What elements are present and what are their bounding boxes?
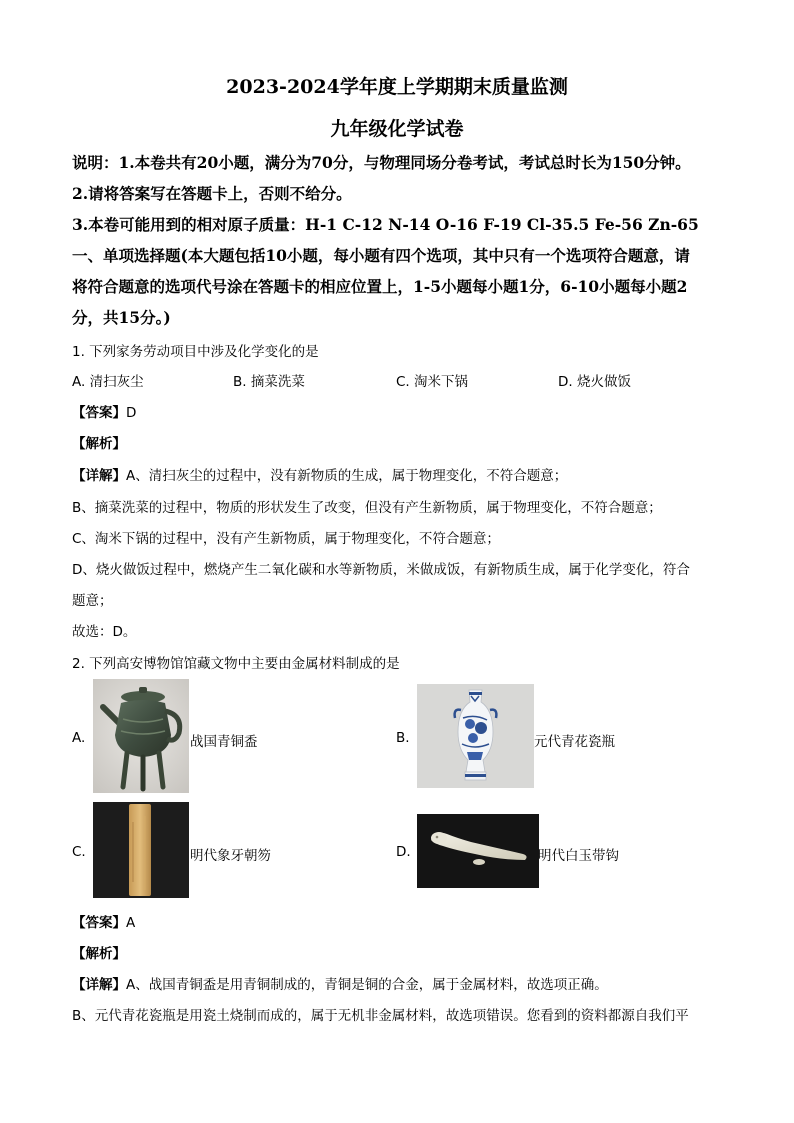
q1-answer-tag: 答案 (85, 405, 113, 421)
q2-detail-line-1: 【详解】A、战国青铜盉是用青铜制成的，青铜是铜的合金，属于金属材料，故选项正确。 (72, 977, 608, 993)
q1-detail-line-1: 【详解】A、清扫灰尘的过程中，没有新物质的生成，属于物理变化，不符合题意； (72, 468, 568, 484)
q1-analysis-line: 【解析】 (72, 436, 126, 452)
exam-title: 2023-2024学年度上学期期末质量监测 (226, 76, 568, 98)
q1-analysis-tag: 解析 (85, 436, 113, 452)
instruction-1: 说明：1.本卷共有20小题，满分为70分，与物理同场分卷考试，考试总时长为150分钟。 (72, 153, 691, 172)
ivory-tablet-image (93, 802, 189, 898)
section-heading-line-2: 将符合题意的选项代号涂在答题卡的相应位置上，1-5小题每小题1分，6-10小题每小题2 (72, 277, 688, 296)
q1-option-b: B. 摘菜洗菜 (233, 374, 305, 390)
q1-answer-line: 【答案】D (72, 405, 137, 421)
q1-detail-line-2: B、摘菜洗菜的过程中，物质的形状发生了改变，但没有产生新物质，属于物理变化，不符合题意； (72, 500, 662, 516)
q2-answer-tag: 答案 (85, 915, 113, 931)
q1-option-d: D. 烧火做饭 (558, 374, 631, 390)
q1-detail-line-5: 题意； (72, 593, 113, 609)
q1-option-a: A. 清扫灰尘 (72, 374, 144, 390)
q1-detail-line-4: D、烧火做饭过程中，燃烧产生二氧化碳和水等新物质，米做成饭，有新物质生成，属于化学变化，符合 (72, 562, 690, 578)
q1-detail-tag: 详解 (85, 468, 113, 484)
q2-option-b-letter: B. (396, 730, 410, 746)
bronze-vessel-image (93, 679, 189, 793)
q2-option-c-letter: C. (72, 844, 86, 860)
q2-analysis-tag: 解析 (85, 946, 113, 962)
q2-analysis-line: 【解析】 (72, 946, 126, 962)
q1-detail-line-6: 故选：D。 (72, 624, 137, 640)
q2-detail-line-2: B、元代青花瓷瓶是用瓷土烧制而成的，属于无机非金属材料，故选项错误。您看到的资料都源自我们平 (72, 1008, 689, 1024)
instruction-3: 3.本卷可能用到的相对原子质量：H-1 C-12 N-14 O-16 F-19 Cl-35.5 Fe-56 Zn-65 (72, 215, 699, 234)
q1-answer: D (126, 405, 137, 421)
instruction-2: 2.请将答案写在答题卡上，否则不给分。 (72, 184, 352, 203)
q1-detail-line-3: C、淘米下锅的过程中，没有产生新物质，属于物理变化，不符合题意； (72, 531, 500, 547)
q2-option-a-caption: 战国青铜盉 (190, 734, 258, 750)
q2-answer-line: 【答案】A (72, 915, 136, 931)
q2-option-b-caption: 元代青花瓷瓶 (534, 734, 615, 750)
q2-answer: A (126, 915, 136, 931)
q1-option-c: C. 淘米下锅 (396, 374, 469, 390)
q2-detail-tag: 详解 (85, 977, 113, 993)
q2-stem: 2. 下列高安博物馆馆藏文物中主要由金属材料制成的是 (72, 656, 400, 672)
q2-option-c-caption: 明代象牙朝笏 (190, 848, 271, 864)
q2-option-d-caption: 明代白玉带钩 (538, 848, 619, 864)
section-heading-line-3: 分，共15分。) (72, 308, 171, 327)
q2-option-d-letter: D. (396, 844, 411, 860)
porcelain-vase-image (417, 684, 534, 788)
jade-belt-hook-image (417, 814, 539, 888)
section-heading-line-1: 一、单项选择题(本大题包括10小题，每小题有四个选项，其中只有一个选项符合题意，请 (72, 246, 690, 265)
exam-subtitle: 九年级化学试卷 (330, 118, 464, 140)
q2-option-a-letter: A. (72, 730, 86, 746)
q1-stem: 1. 下列家务劳动项目中涉及化学变化的是 (72, 344, 319, 360)
